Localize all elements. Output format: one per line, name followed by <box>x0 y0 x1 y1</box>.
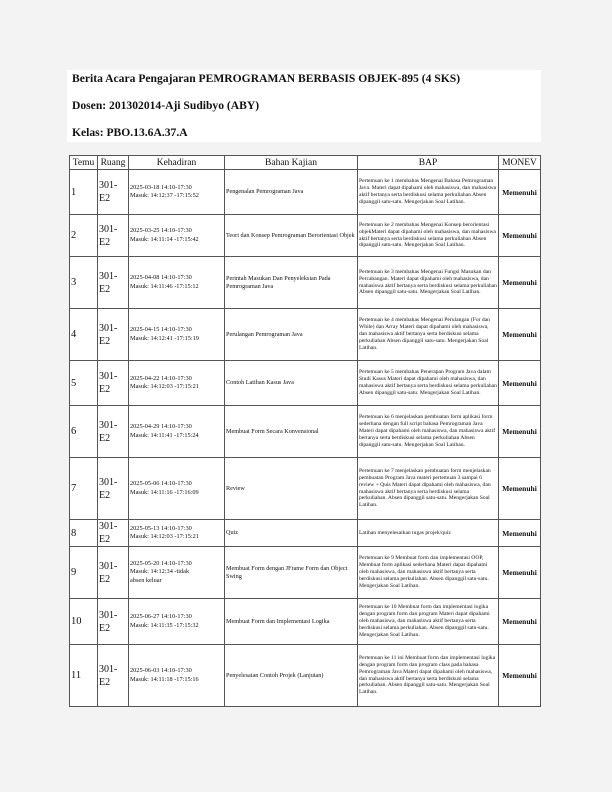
cell-ruang: 301-E2 <box>98 406 129 458</box>
cell-monev: Memenuhi <box>499 170 541 215</box>
attendance-text: Masuk: 14:11:35 -17:15:32 <box>130 621 199 629</box>
table-row <box>70 406 541 458</box>
schedule-text: 2025-04-29 14:10-17:30 <box>130 423 192 431</box>
schedule-text: 2025-04-22 14:10-17:30 <box>130 374 192 382</box>
cell-ruang: 301-E2 <box>98 599 129 645</box>
attendance-text: Masuk: 14:12:34 -tidak <box>130 568 190 576</box>
cell-bahan-kajian: Membuat Form Secara Konvensional <box>225 406 358 458</box>
cell-bahan-kajian: Perulangan Pemrograman Java <box>225 309 358 361</box>
table-row <box>70 458 541 520</box>
cell-bap: Latihan menyelesaikan tugas projek/quiz <box>358 520 499 547</box>
teaching-report-table <box>69 155 541 707</box>
cell-ruang: 301-E2 <box>98 520 129 547</box>
cell-bap: Pertemuan ke 7 menjelaskan pembuatan form menjelaskan pembuatan Program Java materi pertemuan 3 sampai 6 review + Quis Materi dapat dipahami oleh mahasiswa, dan mahasiswa aktif bertanya serta berdiskusi selama perkuliahan. Absen dipanggil satu-satu. Mengerjakan Soal Latihan. <box>358 458 499 520</box>
attendance-text: Masuk: 14:11:41 -17:15:24 <box>130 431 199 439</box>
cell-kehadiran <box>129 361 225 406</box>
column-header-kehadiran: Kehadiran <box>129 156 225 170</box>
lecturer-line: Dosen: 201302014-Aji Sudibyo (ABY) <box>72 99 260 112</box>
table-row <box>70 257 541 309</box>
cell-temu: 6 <box>70 406 98 458</box>
cell-temu: 3 <box>70 257 98 309</box>
attendance-text: Masuk: 14:12:03 -17:15:21 <box>130 533 199 540</box>
cell-monev: Memenuhi <box>499 361 541 406</box>
cell-ruang: 301-E2 <box>98 257 129 309</box>
attendance-text: Masuk: 14:11:18 -17:15:16 <box>130 675 199 683</box>
attendance-text: Masuk: 14:12:41 -17:15:19 <box>130 334 199 342</box>
cell-temu: 1 <box>70 170 98 215</box>
cell-monev: Memenuhi <box>499 547 541 599</box>
schedule-text: 2025-05-20 14:10-17:30 <box>130 559 192 567</box>
cell-kehadiran <box>129 406 225 458</box>
cell-bap: Pertemuan ke 11 ini Membuat form dan implementasi logika dengan program form dan program class pada bahasa Pemrograman Java Materi dapat dipahami oleh mahasiswa, dan mahasiswa aktif bertanya serta berdiskusi selama perkuliahan. Absen dipanggil satu-satu. Mengerjakan Soal Latihan. <box>358 645 499 707</box>
cell-bap: Pertemuan ke 4 membahas Mengenai Perulangan (For dan While) dan Array Materi dapat dipahami oleh mahasiswa, dan mahasiswa aktif bertanya serta berdiskusi selama perkuliahan Absen dipanggil satu-satu. Mengerjakan Soal Latihan. <box>358 309 499 361</box>
cell-temu: 11 <box>70 645 98 707</box>
cell-temu: 10 <box>70 599 98 645</box>
cell-ruang: 301-E2 <box>98 547 129 599</box>
cell-bahan-kajian: Contoh Latihan Kasus Java <box>225 361 358 406</box>
cell-ruang: 301-E2 <box>98 458 129 520</box>
cell-bap: Pertemuan ke 1 membahas Mengenai Bahasa Pemrograman Java. Materi dapat dipahami oleh mahasiswa, dan mahasiswa aktif bertanya serta berdiskusi selama perkuliahan Absen dipanggil satu-satu. Mengerjakan Soal Latihan. <box>358 170 499 215</box>
cell-bahan-kajian: Membuat Form dengan JFrame Form dan Object Swing <box>225 547 358 599</box>
cell-bahan-kajian: Pengenalan Pemrograman Java <box>225 170 358 215</box>
schedule-text: 2025-06-27 14:10-17:30 <box>130 613 192 621</box>
cell-ruang: 301-E2 <box>98 170 129 215</box>
cell-bahan-kajian: Review <box>225 458 358 520</box>
schedule-text: 2025-03-25 14:10-17:30 <box>130 227 192 235</box>
cell-temu: 5 <box>70 361 98 406</box>
cell-kehadiran <box>129 520 225 547</box>
cell-monev: Memenuhi <box>499 645 541 707</box>
cell-temu: 4 <box>70 309 98 361</box>
schedule-text: 2025-04-15 14:10-17:30 <box>130 326 192 334</box>
schedule-text: 2025-04-08 14:10-17:30 <box>130 274 192 282</box>
cell-monev: Memenuhi <box>499 309 541 361</box>
cell-temu: 7 <box>70 458 98 520</box>
column-header-bap: BAP <box>358 156 499 170</box>
attendance-text: Masuk: 14:12:03 -17:15:21 <box>130 383 199 390</box>
cell-monev: Memenuhi <box>499 458 541 520</box>
cell-kehadiran <box>129 599 225 645</box>
schedule-text: 2025-05-13 14:10-17:30 <box>130 524 192 532</box>
table-row <box>70 309 541 361</box>
cell-monev: Memenuhi <box>499 215 541 257</box>
cell-ruang: 301-E2 <box>98 361 129 406</box>
cell-temu: 9 <box>70 547 98 599</box>
cell-bahan-kajian: Membuat Form dan Implementasi Logika <box>225 599 358 645</box>
cell-bap: Pertemuan ke 6 menjelaskan pembuatan form aplikasi form sederhana dengan full script bahasa Pemrograman Java Materi dapat dipahami oleh mahasiswa, dan mahasiswa aktif bertanya serta berdiskusi selama perkuliahan Absen dipanggil satu-satu. Mengerjakan Soal Latihan. <box>358 406 499 458</box>
cell-bahan-kajian: Penyelesaian Contoh Projek (Lanjutan) <box>225 645 358 707</box>
cell-kehadiran <box>129 547 225 599</box>
cell-ruang: 301-E2 <box>98 309 129 361</box>
cell-kehadiran <box>129 215 225 257</box>
table-row <box>70 520 541 547</box>
cell-bap: Pertemuan ke 2 membahas Mengenai Konsep berorientasi objekMateri dapat dipahami oleh mahasiswa, dan mahasiswa aktif bertanya serta berdiskusi selama perkuliahan Absen dipanggil satu-satu. Mengerjakan Soal Latihan. <box>358 215 499 257</box>
document-title: Berita Acara Pengajaran PEMROGRAMAN BERBASIS OBJEK-895 (4 SKS) <box>72 72 461 85</box>
cell-kehadiran <box>129 458 225 520</box>
cell-monev: Memenuhi <box>499 406 541 458</box>
attendance-text: Masuk: 14:11:46 -17:15:12 <box>130 282 199 290</box>
cell-bap: Pertemuan ke 9 Membuat form dan implementasi OOP, Membuat form aplikasi sederhana Materi dapat dipahami oleh mahasiswa, dan mahasiswa aktif bertanya serta berdiskusi selama perkuliahan. Absen dipanggil satu-satu. Mengerjakan Soal Latihan. <box>358 547 499 599</box>
attendance-text: Masuk: 14:11:16 -17:16:09 <box>130 488 199 496</box>
cell-bap: Pertemuan ke 5 membahas Penerapan Program Java dalam Studi Kasus Materi dapat dipahami oleh mahasiswa, dan mahasiswa aktif bertanya serta berdiskusi selama perkuliahan Absen dipanggil satu-satu. Mengerjakan Soal Latihan. <box>358 361 499 406</box>
schedule-text: 2025-03-18 14:10-17:30 <box>130 183 192 191</box>
table-row <box>70 361 541 406</box>
attendance-text: Masuk: 14:12:37 -17:15:52 <box>130 192 199 199</box>
cell-ruang: 301-E2 <box>98 645 129 707</box>
cell-temu: 8 <box>70 520 98 547</box>
cell-bahan-kajian: Perintah Masukan Dan Penyeleksian Pada Pemrograman Java <box>225 257 358 309</box>
schedule-text: 2025-06-03 14:10-17:30 <box>130 667 192 675</box>
schedule-text: 2025-05-06 14:10-17:30 <box>130 480 192 488</box>
cell-bahan-kajian: Teori dan Konsep Pemrograman Berorientasi Objek <box>225 215 358 257</box>
cell-bap: Pertemuan ke 10 Membuat form dan implementasi logika dengan program form dan program Materi dapat dipahami oleh mahasiswa, dan mahasiswa aktif bertanya serta berdiskusi selama perkuliahan. Absen dipanggil satu-satu. Mengerjakan Soal Latihan. <box>358 599 499 645</box>
table-row <box>70 547 541 599</box>
class-line: Kelas: PBO.13.6A.37.A <box>72 126 188 139</box>
table-row <box>70 170 541 215</box>
cell-monev: Memenuhi <box>499 257 541 309</box>
cell-bap: Pertemuan ke 3 membahas Mengenai Fungsi Masukan dan Percabangan. Materi dapat dipahami oleh mahasiswa, dan mahasiswa aktif bertanya serta berdiskusi selama perkuliahan Absen dipanggil satu-satu. Mengerjakan Soal Latihan. <box>358 257 499 309</box>
cell-bahan-kajian: Quiz <box>225 520 358 547</box>
column-header-temu: Temu <box>70 156 98 170</box>
table-row <box>70 599 541 645</box>
table-row <box>70 215 541 257</box>
column-header-monev: MONEV <box>499 156 541 170</box>
cell-monev: Memenuhi <box>499 520 541 547</box>
table-row <box>70 645 541 707</box>
cell-monev: Memenuhi <box>499 599 541 645</box>
cell-kehadiran <box>129 257 225 309</box>
table-header-row <box>70 156 541 170</box>
table-body <box>70 170 541 707</box>
cell-ruang: 301-E2 <box>98 215 129 257</box>
cell-kehadiran <box>129 309 225 361</box>
column-header-ruang: Ruang <box>98 156 129 170</box>
document-header <box>67 70 541 142</box>
attendance-note: absen keluar <box>130 576 162 584</box>
cell-kehadiran <box>129 645 225 707</box>
attendance-text: Masuk: 14:11:14 -17:15:42 <box>130 235 199 243</box>
cell-temu: 2 <box>70 215 98 257</box>
cell-kehadiran <box>129 170 225 215</box>
column-header-bahan-kajian: Bahan Kajian <box>225 156 358 170</box>
